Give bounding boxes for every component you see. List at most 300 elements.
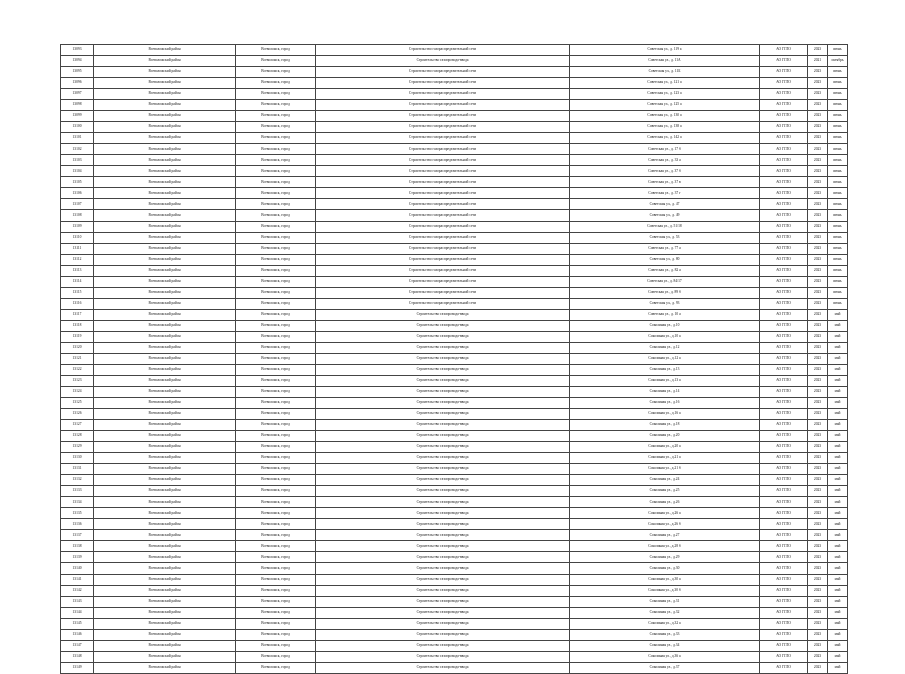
locality-cell: Всеволожск, город	[236, 464, 316, 475]
address-cell: Советская ул., д. 47	[570, 199, 760, 210]
row-number-cell: 13140	[61, 563, 94, 574]
address-cell: Советская ул., д. 33 а	[570, 155, 760, 166]
month-cell: июнь	[828, 221, 848, 232]
work-type-cell: Строительство газораспределительной сети	[316, 188, 570, 199]
address-cell: Соколиная ул., д.37	[570, 662, 760, 673]
work-type-cell: Строительство газопровода-ввода	[316, 431, 570, 442]
table-row	[61, 486, 848, 497]
month-cell: май	[828, 475, 848, 486]
year-cell: 2023	[808, 364, 828, 375]
locality-cell: Всеволожск, город	[236, 177, 316, 188]
month-cell: июнь	[828, 111, 848, 122]
organization-cell: АО ГГЛО	[760, 122, 808, 133]
work-type-cell: Строительство газопровода-ввода	[316, 552, 570, 563]
year-cell: 2023	[808, 276, 828, 287]
year-cell: 2023	[808, 111, 828, 122]
year-cell: 2023	[808, 331, 828, 342]
month-cell: май	[828, 629, 848, 640]
locality-cell: Всеволожск, город	[236, 67, 316, 78]
row-number-cell: 13107	[61, 199, 94, 210]
month-cell: май	[828, 442, 848, 453]
address-cell: Соколиная ул., д.32 а	[570, 618, 760, 629]
year-cell: 2023	[808, 45, 828, 56]
work-type-cell: Строительство газораспределительной сети	[316, 133, 570, 144]
work-type-cell: Строительство газораспределительной сети	[316, 100, 570, 111]
address-cell: Советская ул., д. 11Б	[570, 67, 760, 78]
organization-cell: АО ГГЛО	[760, 508, 808, 519]
locality-cell: Всеволожск, город	[236, 442, 316, 453]
address-cell: Советская ул., д. 37 в	[570, 177, 760, 188]
organization-cell: АО ГГЛО	[760, 276, 808, 287]
table-row	[61, 155, 848, 166]
month-cell: июнь	[828, 243, 848, 254]
address-cell: Соколиная ул., д.10 а	[570, 331, 760, 342]
address-cell: Соколиная ул., д.12 а	[570, 353, 760, 364]
locality-cell: Всеволожск, город	[236, 431, 316, 442]
year-cell: 2023	[808, 607, 828, 618]
month-cell: май	[828, 309, 848, 320]
table-row	[61, 78, 848, 89]
year-cell: 2023	[808, 265, 828, 276]
work-type-cell: Строительство газораспределительной сети	[316, 78, 570, 89]
row-number-cell: 13119	[61, 331, 94, 342]
month-cell: май	[828, 342, 848, 353]
year-cell: 2023	[808, 585, 828, 596]
table-row	[61, 331, 848, 342]
organization-cell: АО ГГЛО	[760, 486, 808, 497]
work-type-cell: Строительство газораспределительной сети	[316, 144, 570, 155]
month-cell: май	[828, 563, 848, 574]
row-number-cell: 13095	[61, 67, 94, 78]
organization-cell: АО ГГЛО	[760, 541, 808, 552]
table-row	[61, 431, 848, 442]
row-number-cell: 13106	[61, 188, 94, 199]
work-type-cell: Строительство газопровода-ввода	[316, 309, 570, 320]
work-type-cell: Строительство газораспределительной сети	[316, 89, 570, 100]
locality-cell: Всеволожск, город	[236, 596, 316, 607]
address-cell: Советская ул., д. 138 а	[570, 122, 760, 133]
district-cell: Всеволожский район	[94, 607, 236, 618]
work-type-cell: Строительство газопровода-ввода	[316, 563, 570, 574]
table-row	[61, 166, 848, 177]
work-type-cell: Строительство газораспределительной сети	[316, 199, 570, 210]
month-cell: июнь	[828, 78, 848, 89]
district-cell: Всеволожский район	[94, 67, 236, 78]
locality-cell: Всеволожск, город	[236, 298, 316, 309]
row-number-cell: 13129	[61, 442, 94, 453]
table-row	[61, 585, 848, 596]
year-cell: 2023	[808, 618, 828, 629]
month-cell: май	[828, 585, 848, 596]
district-cell: Всеволожский район	[94, 442, 236, 453]
locality-cell: Всеволожск, город	[236, 78, 316, 89]
district-cell: Всеволожский район	[94, 221, 236, 232]
locality-cell: Всеволожск, город	[236, 144, 316, 155]
table-row	[61, 188, 848, 199]
row-number-cell: 13149	[61, 662, 94, 673]
organization-cell: АО ГГЛО	[760, 100, 808, 111]
work-type-cell: Строительство газопровода-ввода	[316, 342, 570, 353]
locality-cell: Всеволожск, город	[236, 265, 316, 276]
work-type-cell: Строительство газопровода-ввода	[316, 464, 570, 475]
locality-cell: Всеволожск, город	[236, 243, 316, 254]
row-number-cell: 13099	[61, 111, 94, 122]
year-cell: 2023	[808, 541, 828, 552]
work-type-cell: Строительство газораспределительной сети	[316, 276, 570, 287]
organization-cell: АО ГГЛО	[760, 166, 808, 177]
locality-cell: Всеволожск, город	[236, 486, 316, 497]
month-cell: июнь	[828, 166, 848, 177]
work-type-cell: Строительство газопровода-ввода	[316, 618, 570, 629]
locality-cell: Всеволожск, город	[236, 398, 316, 409]
month-cell: май	[828, 331, 848, 342]
year-cell: 2023	[808, 464, 828, 475]
year-cell: 2023	[808, 100, 828, 111]
address-cell: Советская ул., д. 130 а	[570, 111, 760, 122]
address-cell: Соколиная ул., д.21 а	[570, 453, 760, 464]
address-cell: Советская ул., д. 53	[570, 232, 760, 243]
locality-cell: Всеволожск, город	[236, 56, 316, 67]
row-number-cell: 13122	[61, 364, 94, 375]
work-type-cell: Строительство газопровода-ввода	[316, 585, 570, 596]
row-number-cell: 13109	[61, 221, 94, 232]
organization-cell: АО ГГЛО	[760, 585, 808, 596]
address-cell: Соколиная ул., д.21 б	[570, 464, 760, 475]
organization-cell: АО ГГЛО	[760, 364, 808, 375]
organization-cell: АО ГГЛО	[760, 442, 808, 453]
district-cell: Всеволожский район	[94, 497, 236, 508]
district-cell: Всеволожский район	[94, 563, 236, 574]
district-cell: Всеволожский район	[94, 353, 236, 364]
address-cell: Соколиная ул., д.10	[570, 320, 760, 331]
organization-cell: АО ГГЛО	[760, 640, 808, 651]
month-cell: май	[828, 320, 848, 331]
row-number-cell: 13112	[61, 254, 94, 265]
organization-cell: АО ГГЛО	[760, 596, 808, 607]
work-type-cell: Строительство газораспределительной сети	[316, 111, 570, 122]
address-cell: Соколиная ул., д.25	[570, 486, 760, 497]
work-type-cell: Строительство газопровода-ввода	[316, 475, 570, 486]
month-cell: июнь	[828, 254, 848, 265]
address-cell: Советская ул., д. 17 б	[570, 144, 760, 155]
row-number-cell: 13130	[61, 453, 94, 464]
district-cell: Всеволожский район	[94, 552, 236, 563]
row-number-cell: 13128	[61, 431, 94, 442]
organization-cell: АО ГГЛО	[760, 78, 808, 89]
address-cell: Советская ул., д. 119 а	[570, 45, 760, 56]
table-row	[61, 375, 848, 386]
month-cell: октябрь	[828, 56, 848, 67]
organization-cell: АО ГГЛО	[760, 188, 808, 199]
address-cell: Советская ул., д. 142 а	[570, 133, 760, 144]
locality-cell: Всеволожск, город	[236, 188, 316, 199]
district-cell: Всеволожский район	[94, 398, 236, 409]
year-cell: 2023	[808, 309, 828, 320]
year-cell: 2023	[808, 353, 828, 364]
organization-cell: АО ГГЛО	[760, 574, 808, 585]
year-cell: 2023	[808, 442, 828, 453]
year-cell: 2023	[808, 375, 828, 386]
district-cell: Всеволожский район	[94, 78, 236, 89]
address-cell: Советская ул., д. 125 а	[570, 100, 760, 111]
gasification-table	[60, 44, 848, 674]
district-cell: Всеволожский район	[94, 100, 236, 111]
year-cell: 2023	[808, 519, 828, 530]
row-number-cell: 13136	[61, 519, 94, 530]
address-cell: Советская ул., д. 93	[570, 298, 760, 309]
year-cell: 2023	[808, 552, 828, 563]
year-cell: 2023	[808, 298, 828, 309]
district-cell: Всеволожский район	[94, 618, 236, 629]
table-row	[61, 508, 848, 519]
work-type-cell: Строительство газопровода-ввода	[316, 453, 570, 464]
month-cell: май	[828, 364, 848, 375]
district-cell: Всеволожский район	[94, 232, 236, 243]
district-cell: Всеволожский район	[94, 375, 236, 386]
year-cell: 2023	[808, 243, 828, 254]
locality-cell: Всеволожск, город	[236, 111, 316, 122]
address-cell: Советская ул., д. 80	[570, 254, 760, 265]
month-cell: май	[828, 464, 848, 475]
organization-cell: АО ГГЛО	[760, 420, 808, 431]
locality-cell: Всеволожск, город	[236, 563, 316, 574]
work-type-cell: Строительство газопровода-ввода	[316, 508, 570, 519]
organization-cell: АО ГГЛО	[760, 475, 808, 486]
row-number-cell: 13096	[61, 78, 94, 89]
locality-cell: Всеволожск, город	[236, 409, 316, 420]
table-row	[61, 442, 848, 453]
month-cell: июнь	[828, 67, 848, 78]
year-cell: 2023	[808, 651, 828, 662]
year-cell: 2021	[808, 56, 828, 67]
year-cell: 2023	[808, 640, 828, 651]
month-cell: май	[828, 398, 848, 409]
district-cell: Всеволожский район	[94, 155, 236, 166]
district-cell: Всеволожский район	[94, 254, 236, 265]
work-type-cell: Строительство газораспределительной сети	[316, 232, 570, 243]
month-cell: июнь	[828, 265, 848, 276]
table-row	[61, 530, 848, 541]
district-cell: Всеволожский район	[94, 111, 236, 122]
district-cell: Всеволожский район	[94, 89, 236, 100]
year-cell: 2023	[808, 453, 828, 464]
year-cell: 2023	[808, 342, 828, 353]
address-cell: Советская ул., д. 77 а	[570, 243, 760, 254]
address-cell: Соколиная ул., д.13	[570, 364, 760, 375]
district-cell: Всеволожский район	[94, 177, 236, 188]
year-cell: 2023	[808, 497, 828, 508]
organization-cell: АО ГГЛО	[760, 464, 808, 475]
month-cell: май	[828, 497, 848, 508]
address-cell: Соколиная ул., д.24	[570, 475, 760, 486]
organization-cell: АО ГГЛО	[760, 111, 808, 122]
organization-cell: АО ГГЛО	[760, 519, 808, 530]
locality-cell: Всеволожск, город	[236, 629, 316, 640]
district-cell: Всеволожский район	[94, 342, 236, 353]
organization-cell: АО ГГЛО	[760, 199, 808, 210]
table-row	[61, 607, 848, 618]
year-cell: 2023	[808, 563, 828, 574]
row-number-cell: 13143	[61, 596, 94, 607]
locality-cell: Всеволожск, город	[236, 122, 316, 133]
work-type-cell: Строительство газораспределительной сети	[316, 287, 570, 298]
work-type-cell: Строительство газопровода-ввода	[316, 386, 570, 397]
year-cell: 2023	[808, 530, 828, 541]
row-number-cell: 13142	[61, 585, 94, 596]
year-cell: 2023	[808, 596, 828, 607]
locality-cell: Всеволожск, город	[236, 342, 316, 353]
year-cell: 2023	[808, 232, 828, 243]
organization-cell: АО ГГЛО	[760, 298, 808, 309]
organization-cell: АО ГГЛО	[760, 398, 808, 409]
work-type-cell: Строительство газораспределительной сети	[316, 155, 570, 166]
district-cell: Всеволожский район	[94, 541, 236, 552]
month-cell: июнь	[828, 45, 848, 56]
month-cell: май	[828, 386, 848, 397]
row-number-cell: 13121	[61, 353, 94, 364]
locality-cell: Всеволожск, город	[236, 210, 316, 221]
table-row	[61, 497, 848, 508]
district-cell: Всеволожский район	[94, 122, 236, 133]
year-cell: 2023	[808, 320, 828, 331]
organization-cell: АО ГГЛО	[760, 243, 808, 254]
district-cell: Всеволожский район	[94, 585, 236, 596]
address-cell: Соколиная ул., д.28 б	[570, 541, 760, 552]
table-row	[61, 89, 848, 100]
year-cell: 2023	[808, 89, 828, 100]
year-cell: 2023	[808, 199, 828, 210]
work-type-cell: Строительство газопровода-ввода	[316, 607, 570, 618]
table-row	[61, 464, 848, 475]
row-number-cell: 13102	[61, 144, 94, 155]
address-cell: Соколиная ул., д.36 а	[570, 651, 760, 662]
table-row	[61, 398, 848, 409]
row-number-cell: 13113	[61, 265, 94, 276]
district-cell: Всеволожский район	[94, 133, 236, 144]
locality-cell: Всеволожск, город	[236, 618, 316, 629]
address-cell: Советская ул., д. 10 а	[570, 309, 760, 320]
year-cell: 2023	[808, 155, 828, 166]
month-cell: май	[828, 431, 848, 442]
year-cell: 2023	[808, 420, 828, 431]
organization-cell: АО ГГЛО	[760, 386, 808, 397]
month-cell: май	[828, 651, 848, 662]
district-cell: Всеволожский район	[94, 287, 236, 298]
row-number-cell: 13103	[61, 155, 94, 166]
organization-cell: АО ГГЛО	[760, 254, 808, 265]
district-cell: Всеволожский район	[94, 166, 236, 177]
row-number-cell: 13097	[61, 89, 94, 100]
month-cell: май	[828, 618, 848, 629]
locality-cell: Всеволожск, город	[236, 133, 316, 144]
table-row	[61, 364, 848, 375]
district-cell: Всеволожский район	[94, 596, 236, 607]
organization-cell: АО ГГЛО	[760, 651, 808, 662]
work-type-cell: Строительство газопровода-ввода	[316, 353, 570, 364]
month-cell: июнь	[828, 232, 848, 243]
work-type-cell: Строительство газораспределительной сети	[316, 122, 570, 133]
district-cell: Всеволожский район	[94, 629, 236, 640]
table-row	[61, 67, 848, 78]
organization-cell: АО ГГЛО	[760, 552, 808, 563]
locality-cell: Всеволожск, город	[236, 541, 316, 552]
work-type-cell: Строительство газопровода-ввода	[316, 651, 570, 662]
month-cell: июнь	[828, 199, 848, 210]
row-number-cell: 13115	[61, 287, 94, 298]
locality-cell: Всеволожск, город	[236, 508, 316, 519]
locality-cell: Всеволожск, город	[236, 254, 316, 265]
row-number-cell: 13101	[61, 133, 94, 144]
organization-cell: АО ГГЛО	[760, 144, 808, 155]
organization-cell: АО ГГЛО	[760, 177, 808, 188]
year-cell: 2023	[808, 431, 828, 442]
organization-cell: АО ГГЛО	[760, 353, 808, 364]
address-cell: Соколиная ул., д.34	[570, 640, 760, 651]
row-number-cell: 13105	[61, 177, 94, 188]
locality-cell: Всеволожск, город	[236, 100, 316, 111]
district-cell: Всеволожский район	[94, 309, 236, 320]
locality-cell: Всеволожск, город	[236, 386, 316, 397]
locality-cell: Всеволожск, город	[236, 166, 316, 177]
organization-cell: АО ГГЛО	[760, 629, 808, 640]
table-row	[61, 199, 848, 210]
month-cell: май	[828, 353, 848, 364]
locality-cell: Всеволожск, город	[236, 221, 316, 232]
district-cell: Всеволожский район	[94, 640, 236, 651]
locality-cell: Всеволожск, город	[236, 574, 316, 585]
row-number-cell: 13094	[61, 56, 94, 67]
work-type-cell: Строительство газопровода-ввода	[316, 398, 570, 409]
year-cell: 2023	[808, 133, 828, 144]
table-row	[61, 409, 848, 420]
month-cell: май	[828, 530, 848, 541]
month-cell: май	[828, 662, 848, 673]
work-type-cell: Строительство газопровода-ввода	[316, 497, 570, 508]
work-type-cell: Строительство газораспределительной сети	[316, 177, 570, 188]
work-type-cell: Строительство газораспределительной сети	[316, 166, 570, 177]
row-number-cell: 13116	[61, 298, 94, 309]
year-cell: 2023	[808, 409, 828, 420]
organization-cell: АО ГГЛО	[760, 67, 808, 78]
district-cell: Всеволожский район	[94, 298, 236, 309]
work-type-cell: Строительство газораспределительной сети	[316, 221, 570, 232]
year-cell: 2023	[808, 662, 828, 673]
district-cell: Всеволожский район	[94, 386, 236, 397]
month-cell: июнь	[828, 122, 848, 133]
row-number-cell: 13120	[61, 342, 94, 353]
address-cell: Соколиная ул., д.26	[570, 497, 760, 508]
district-cell: Всеволожский район	[94, 651, 236, 662]
row-number-cell: 13111	[61, 243, 94, 254]
district-cell: Всеволожский район	[94, 475, 236, 486]
row-number-cell: 13125	[61, 398, 94, 409]
organization-cell: АО ГГЛО	[760, 662, 808, 673]
locality-cell: Всеволожск, город	[236, 607, 316, 618]
month-cell: июнь	[828, 177, 848, 188]
district-cell: Всеволожский район	[94, 56, 236, 67]
locality-cell: Всеволожск, город	[236, 585, 316, 596]
row-number-cell: 13146	[61, 629, 94, 640]
district-cell: Всеволожский район	[94, 574, 236, 585]
address-cell: Советская ул., д. 84/17	[570, 276, 760, 287]
row-number-cell: 13118	[61, 320, 94, 331]
row-number-cell: 13098	[61, 100, 94, 111]
row-number-cell: 13144	[61, 607, 94, 618]
table-row	[61, 265, 848, 276]
document-page	[60, 44, 847, 674]
work-type-cell: Строительство газопровода-ввода	[316, 320, 570, 331]
address-cell: Советская ул., д. 37 г	[570, 188, 760, 199]
